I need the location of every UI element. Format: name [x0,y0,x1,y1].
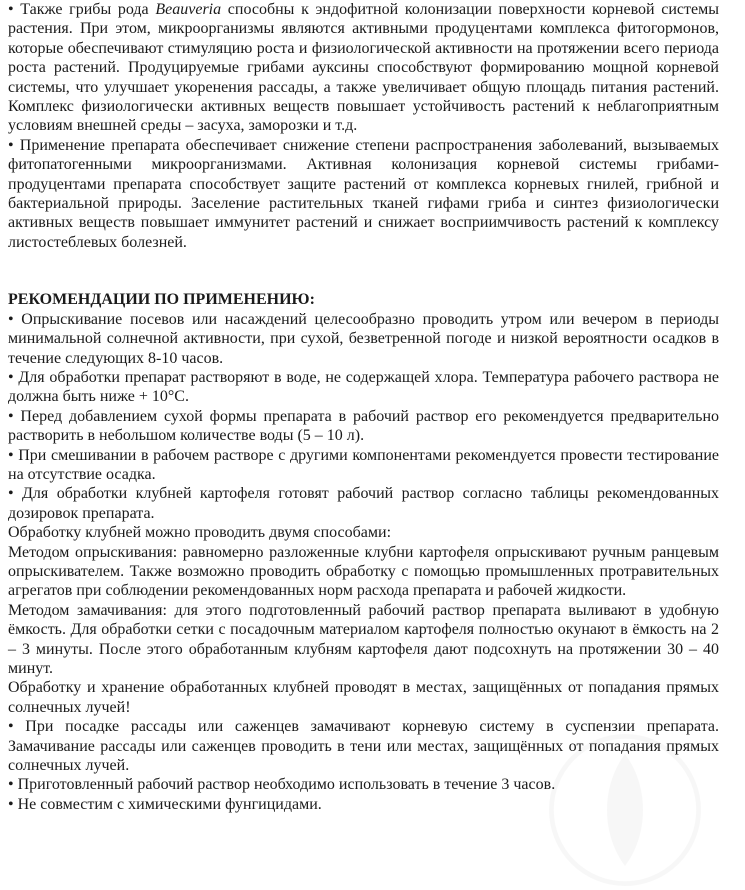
recommendation-item: • Приготовленный рабочий раствор необходимо использовать в течение 3 часов. [8,776,556,794]
bullet: • [8,1,21,18]
intro-paragraph-1 [8,0,719,136]
recommendation-item: Методом замачивания: для этого подготовленный рабочий раствор препарата выливают в удобную ёмкость. Для обработки сетки с посадочным материалом картофеля полностью окунают в ёмкость на 2 – 3 минуты. После этого обработанным клубням картофеля дают подсохнуть на протяжении 30 – 40 минут. [8,601,719,677]
section-heading: РЕКОМЕНДАЦИИ ПО ПРИМЕНЕНИЮ: [8,291,315,309]
recommendation-item: • Перед добавлением сухой формы препарата в рабочий раствор его рекомендуется предварительно растворить в небольшом количестве воды (5 – 10 л). [8,407,719,445]
spacer [8,252,719,290]
document-page [8,0,719,814]
recommendation-item: Обработку клубней можно проводить двумя способами: [8,524,392,542]
recommendation-item: • Не совместим с химическими фунгицидами. [8,795,322,813]
recommendation-item: • Опрыскивание посевов или насаждений целесообразно проводить утром или вечером в периоды минимальной солнечной активности, при сухой, безветренной погоде и низкой вероятности осадков в течение следующих 8-10 часов. [8,310,719,367]
recommendation-item: Обработку и хранение обработанных клубней проводят в местах, защищённых от попадания прямых солнечных лучей! [8,679,719,716]
text-segment: Также грибы рода [20,1,156,18]
recommendation-item: Методом опрыскивания: равномерно разложенные клубни картофеля опрыскивают ручным ранцевым опрыскивателем. Также возможно проводить обработку с помощью промышленных протравительных агрегатов при соблюдении рекомендованных норм расхода препарата и рабочей жидкости. [8,543,719,600]
text-segment: способны к эндофитной колонизации поверхности корневой системы растения. При этом, микроорганизмы являются активными продуцентами комплекса фитогормонов, которые обеспечивают стимуляцию роста и физиологической активности на протяжении всего периода роста растений. Продуцируемые грибами ауксины способствуют формированию мощной корневой системы, что улучшает укоренения рассады, а также увеличивает общую площадь питания растений. Комплекс физиологически активных веществ повышает устойчивость растений к неблагоприятным условиям внешней среды – засуха, заморозки и т.д. [8,1,719,135]
recommendation-item: • При смешивании в рабочем растворе с другими компонентами рекомендуется провести тестирование на отсутствие осадка. [8,446,719,483]
recommendation-item: • Для обработки клубней картофеля готовят рабочий раствор согласно таблицы рекомендованных дозировок препарата. [8,485,719,522]
recommendation-item: • Для обработки препарат растворяют в воде, не содержащей хлора. Температура рабочего раствора не должна быть ниже + 10°С. [8,368,719,406]
recommendation-item: • При посадке рассады или саженцев замачивают корневую систему в суспензии препарата. Замачивание рассады или саженцев проводить в тени или местах, защищённых от попадания прямых солнечных лучей. [8,718,719,775]
genus-name: Beauveria [155,1,222,18]
intro-paragraph-2: • Применение препарата обеспечивает снижение степени распространения заболеваний, вызываемых фитопатогенными микроорганизмами. Активная колонизация корневой системы грибами-продуцентами препарата способствует защите растений от комплекса корневых гнилей, грибной и бактериальной природы. Заселение растительных тканей гифами гриба и синтез физиологически активных веществ повышает иммунитет растений и снижает восприимчивость растений к комплексу листостеблевых болезней. [8,136,719,251]
